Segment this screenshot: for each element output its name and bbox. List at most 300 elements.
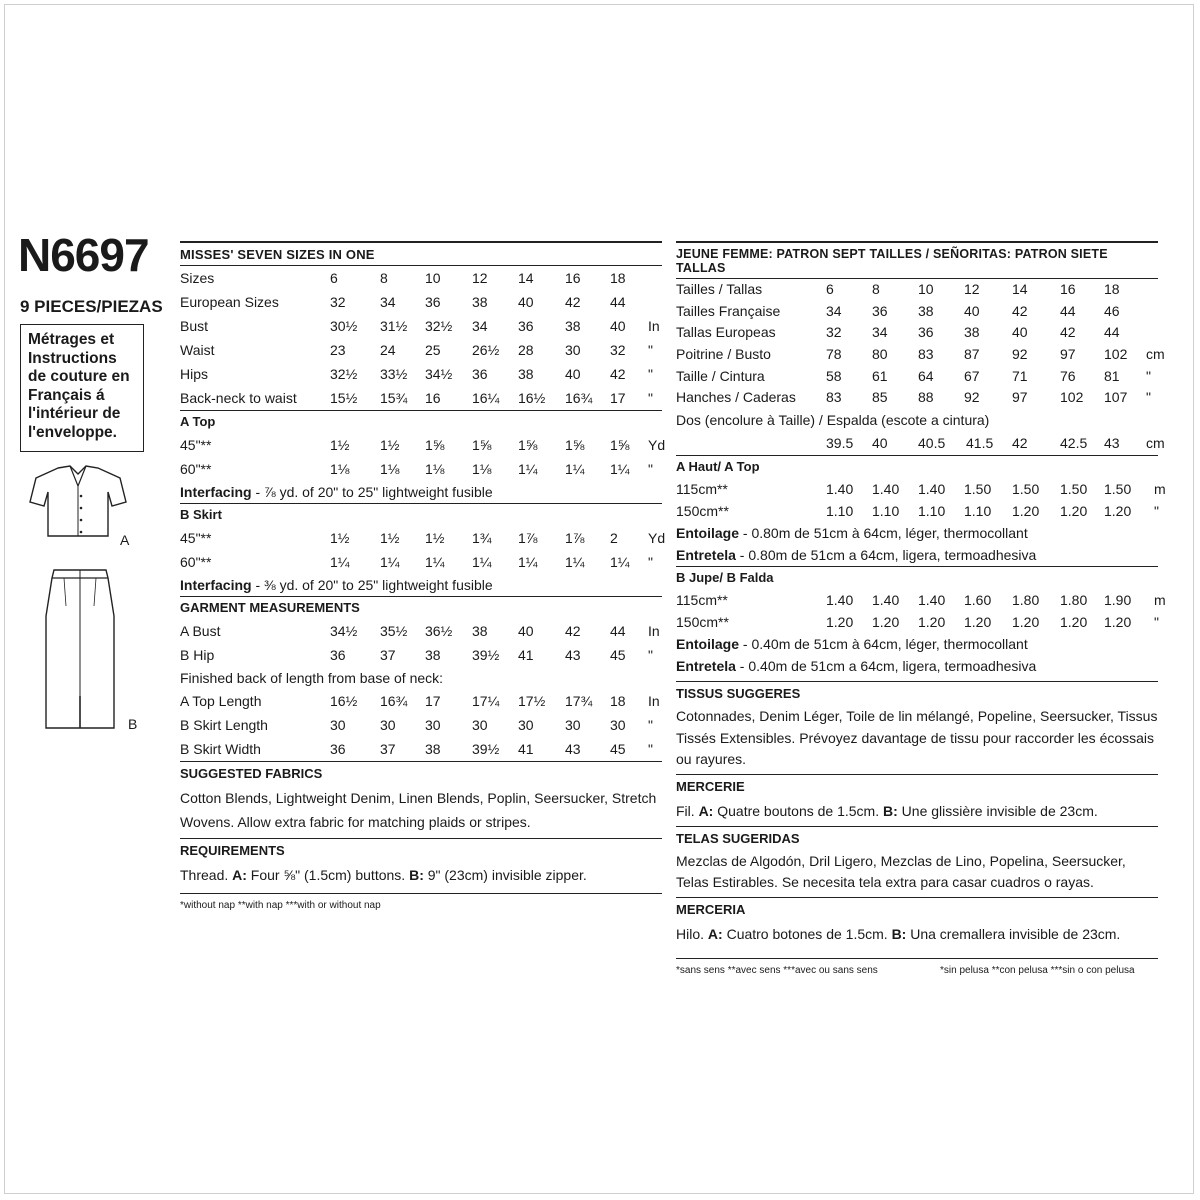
cell-value: 1⅝ xyxy=(565,437,585,453)
dos-row xyxy=(676,431,1165,455)
table-row xyxy=(180,338,662,362)
cell-value: 30 xyxy=(380,717,396,733)
cell-value: 16¾ xyxy=(380,693,408,709)
row-label: 115cm** xyxy=(676,592,728,609)
cell-value: 1⅝ xyxy=(425,437,445,453)
cell-value: 42.5 xyxy=(1060,435,1088,452)
cell-value: 1.10 xyxy=(826,503,854,520)
unit-label: " xyxy=(648,647,653,663)
cell-value: 16 xyxy=(565,270,581,286)
table-row xyxy=(180,314,662,338)
cell-value: 76 xyxy=(1060,367,1076,384)
cell-value: 38 xyxy=(425,741,441,757)
french-instructions-note: Métrages et Instructions de couture en Français á l'intérieur de l'enveloppe. xyxy=(20,324,144,452)
cell-value: 44 xyxy=(610,623,626,639)
cell-value: 1.20 xyxy=(1104,503,1132,520)
cell-value: 36 xyxy=(472,366,488,382)
cell-value: 42 xyxy=(1012,435,1028,452)
cell-value: 42 xyxy=(565,294,581,310)
intl-footnote: *sans sens **avec sens ***avec ou sans sens *sin pelusa **con pelusa ***sin o con pelusa xyxy=(676,958,1158,979)
cell-value: 16½ xyxy=(330,693,358,709)
cell-value: 30 xyxy=(565,717,581,733)
pattern-code: N6697 xyxy=(18,229,149,281)
table-row xyxy=(180,457,662,481)
dos-label: Dos (encolure à Taille) / Espalda (escote a cintura) xyxy=(676,412,990,429)
table-row xyxy=(676,611,1158,633)
row-label: A Top Length xyxy=(180,693,262,709)
cell-value: 1¼ xyxy=(330,554,350,570)
cell-value: 36 xyxy=(425,294,441,310)
cell-value: 18 xyxy=(610,270,626,286)
cell-value: 38 xyxy=(472,623,488,639)
b-jupe-entoilage: Entoilage - 0.40m de 51cm à 64cm, léger, thermocollant xyxy=(676,636,1028,653)
cell-value: 42 xyxy=(1012,302,1028,319)
cell-value: 92 xyxy=(964,389,980,406)
cell-value: 1¼ xyxy=(610,461,630,477)
unit-label: " xyxy=(1146,389,1151,406)
cell-value: 88 xyxy=(918,389,934,406)
unit-label: " xyxy=(648,741,653,757)
unit-label: Yd xyxy=(648,530,666,546)
b-skirt-yardage-table xyxy=(180,526,666,574)
table-row xyxy=(676,431,1165,455)
unit-label: In xyxy=(648,318,660,334)
table-row xyxy=(180,737,662,761)
mercerie-title: MERCERIE xyxy=(676,774,1158,799)
cell-value: 87 xyxy=(964,346,980,363)
cell-value: 1.50 xyxy=(1012,481,1040,498)
cell-value: 40 xyxy=(518,294,534,310)
cell-value: 1½ xyxy=(330,437,350,453)
cell-value: 1¾ xyxy=(472,530,492,546)
suggested-fabrics-title: SUGGESTED FABRICS xyxy=(180,761,662,786)
b-skirt-interfacing: Interfacing - ⅜ yd. of 20" to 25" lightweight fusible xyxy=(180,577,493,593)
cell-value: 18 xyxy=(1104,281,1120,297)
finished-length-table xyxy=(180,689,662,761)
cell-value: 1.80 xyxy=(1012,592,1040,609)
row-label: 60"** xyxy=(180,554,212,570)
cell-value: 1.40 xyxy=(826,481,854,498)
intl-section xyxy=(676,241,1166,979)
unit-label: " xyxy=(1154,503,1159,520)
cell-value: 41 xyxy=(518,647,534,663)
cell-value: 1.60 xyxy=(964,592,992,609)
skirt-sketch xyxy=(40,566,120,736)
row-label: 45"** xyxy=(180,437,212,453)
table-row xyxy=(676,279,1158,301)
cell-value: 46 xyxy=(1104,302,1120,319)
row-label: B Hip xyxy=(180,647,215,663)
cell-value: 8 xyxy=(380,270,388,286)
cell-value: 16½ xyxy=(518,390,546,406)
mercerie-text: Fil. A: Quatre boutons de 1.5cm. B: Une glissière invisible de 23cm. xyxy=(676,802,1098,819)
cell-value: 32 xyxy=(826,324,842,341)
cell-value: 40 xyxy=(610,318,626,334)
row-label: 45"** xyxy=(180,530,212,546)
unit-label: " xyxy=(648,366,653,382)
cell-value: 41 xyxy=(518,741,534,757)
cell-value: 1¼ xyxy=(380,554,400,570)
cell-value: 14 xyxy=(1012,281,1028,297)
cell-value: 36 xyxy=(518,318,534,334)
cell-value: 10 xyxy=(918,281,934,297)
cell-value: 39½ xyxy=(472,647,500,663)
unit-label: In xyxy=(648,693,660,709)
cell-value: 97 xyxy=(1060,346,1076,363)
table-row xyxy=(180,526,666,550)
unit-label: cm xyxy=(1146,346,1165,363)
row-label: Waist xyxy=(180,342,215,358)
table-row xyxy=(180,386,662,410)
cell-value: 1.20 xyxy=(872,614,900,631)
cell-value: 32 xyxy=(330,294,346,310)
a-top-entretela: Entretela - 0.80m de 51cm a 64cm, ligera, termoadhesiva xyxy=(676,547,1037,564)
cell-value: 17 xyxy=(610,390,626,406)
a-top-title: A Top xyxy=(180,410,662,433)
cell-value: 1½ xyxy=(380,437,400,453)
cell-value: 1.10 xyxy=(918,503,946,520)
cell-value: 8 xyxy=(872,281,880,297)
cell-value: 41.5 xyxy=(966,435,994,452)
table-row xyxy=(180,619,662,643)
cell-value: 44 xyxy=(1060,302,1076,319)
cell-value: 1⅛ xyxy=(425,461,445,477)
cell-value: 1.50 xyxy=(1060,481,1088,498)
cell-value: 1.90 xyxy=(1104,592,1132,609)
cell-value: 34½ xyxy=(330,623,358,639)
row-label: Tailles / Tallas xyxy=(676,281,763,297)
row-label: European Sizes xyxy=(180,294,279,310)
view-b-label: B xyxy=(128,716,138,732)
garment-measurements-title: GARMENT MEASUREMENTS xyxy=(180,596,662,619)
unit-label: " xyxy=(648,717,653,733)
unit-label: Yd xyxy=(648,437,666,453)
english-footnote: *without nap **with nap ***with or without nap xyxy=(180,893,662,914)
unit-label: " xyxy=(1154,614,1159,631)
cell-value: 36 xyxy=(918,324,934,341)
table-row xyxy=(180,290,662,314)
cell-value: 42 xyxy=(1060,324,1076,341)
b-falda-entretela: Entretela - 0.40m de 51cm a 64cm, ligera, termoadhesiva xyxy=(676,658,1037,675)
cell-value: 83 xyxy=(918,346,934,363)
cell-value: 12 xyxy=(472,270,488,286)
b-jupe-metrage-table xyxy=(676,589,1166,633)
cell-value: 45 xyxy=(610,741,626,757)
cell-value: 1¼ xyxy=(565,554,585,570)
cell-value: 12 xyxy=(964,281,980,297)
cell-value: 1.20 xyxy=(1012,503,1040,520)
cell-value: 36½ xyxy=(425,623,453,639)
cell-value: 34 xyxy=(826,302,842,319)
cell-value: 1⅝ xyxy=(472,437,492,453)
unit-label: m xyxy=(1154,481,1166,498)
cell-value: 1.40 xyxy=(826,592,854,609)
cell-value: 17 xyxy=(425,693,441,709)
cell-value: 43 xyxy=(1104,435,1120,452)
table-row xyxy=(676,478,1166,500)
cell-value: 1.40 xyxy=(918,592,946,609)
cell-value: 40 xyxy=(964,302,980,319)
table-row xyxy=(180,362,662,386)
cell-value: 83 xyxy=(826,389,842,406)
cell-value: 34 xyxy=(472,318,488,334)
english-sizes-table xyxy=(180,266,662,410)
english-title: MISSES' SEVEN SIZES IN ONE xyxy=(180,241,662,266)
cell-value: 17½ xyxy=(518,693,546,709)
cell-value: 30 xyxy=(518,717,534,733)
row-label: B Skirt Width xyxy=(180,741,261,757)
cell-value: 38 xyxy=(472,294,488,310)
cell-value: 1½ xyxy=(425,530,445,546)
cell-value: 1¼ xyxy=(565,461,585,477)
telas-text: Mezclas de Algodón, Dril Ligero, Mezclas de Lino, Popelina, Seersucker, Telas Estirables. Se necesita tela extra para casar cuadros o rayas. xyxy=(676,852,1126,891)
cell-value: 32½ xyxy=(425,318,453,334)
cell-value: 1.20 xyxy=(964,614,992,631)
row-label: 115cm** xyxy=(676,481,728,498)
unit-label: " xyxy=(1146,367,1151,384)
table-row xyxy=(676,301,1158,323)
cell-value: 36 xyxy=(330,741,346,757)
english-section xyxy=(180,241,666,914)
cell-value: 1.10 xyxy=(872,503,900,520)
tissus-title: TISSUS SUGGERES xyxy=(676,681,1158,706)
cell-value: 58 xyxy=(826,367,842,384)
view-a-label: A xyxy=(120,532,130,548)
cell-value: 42 xyxy=(565,623,581,639)
cell-value: 16 xyxy=(1060,281,1076,297)
cell-value: 28 xyxy=(518,342,534,358)
cell-value: 37 xyxy=(380,741,396,757)
cell-value: 1.20 xyxy=(1012,614,1040,631)
unit-label: " xyxy=(648,342,653,358)
cell-value: 34½ xyxy=(425,366,453,382)
cell-value: 85 xyxy=(872,389,888,406)
cell-value: 40.5 xyxy=(918,435,946,452)
cell-value: 34 xyxy=(872,324,888,341)
a-haut-entoilage: Entoilage - 0.80m de 51cm à 64cm, léger, thermocollant xyxy=(676,525,1028,542)
top-sketch xyxy=(28,462,128,540)
row-label: A Bust xyxy=(180,623,221,639)
cell-value: 1⅝ xyxy=(518,437,538,453)
cell-value: 15½ xyxy=(330,390,358,406)
cell-value: 30 xyxy=(610,717,626,733)
cell-value: 1.20 xyxy=(918,614,946,631)
b-jupe-title: B Jupe/ B Falda xyxy=(676,566,1158,589)
cell-value: 1⅛ xyxy=(330,461,350,477)
cell-value: 38 xyxy=(518,366,534,382)
cell-value: 1.20 xyxy=(1060,503,1088,520)
cell-value: 1.40 xyxy=(872,481,900,498)
row-label: Tailles Française xyxy=(676,302,781,319)
table-row xyxy=(676,589,1166,611)
cell-value: 1⅞ xyxy=(565,530,585,546)
cell-value: 17¼ xyxy=(472,693,500,709)
finished-length-note: Finished back of length from base of neck: xyxy=(180,670,444,686)
row-label: Sizes xyxy=(180,270,215,286)
requirements-title: REQUIREMENTS xyxy=(180,838,662,863)
cell-value: 38 xyxy=(918,302,934,319)
row-label: Taille / Cintura xyxy=(676,367,765,384)
cell-value: 36 xyxy=(872,302,888,319)
cell-value: 15¾ xyxy=(380,390,408,406)
cell-value: 61 xyxy=(872,367,888,384)
cell-value: 1.20 xyxy=(826,614,854,631)
table-row xyxy=(676,344,1165,366)
unit-label: m xyxy=(1154,592,1166,609)
cell-value: 24 xyxy=(380,342,396,358)
a-top-interfacing: Interfacing - ⅞ yd. of 20" to 25" lightweight fusible xyxy=(180,484,493,500)
cell-value: 30 xyxy=(330,717,346,733)
row-label: Poitrine / Busto xyxy=(676,346,771,363)
unit-label: " xyxy=(648,554,653,570)
cell-value: 44 xyxy=(1104,324,1120,341)
cell-value: 32½ xyxy=(330,366,358,382)
requirements-text: Thread. A: Four ⅝" (1.5cm) buttons. B: 9" (23cm) invisible zipper. xyxy=(180,867,587,883)
row-label: 150cm** xyxy=(676,503,729,520)
row-label: B Skirt Length xyxy=(180,717,268,733)
cell-value: 40 xyxy=(1012,324,1028,341)
cell-value: 25 xyxy=(425,342,441,358)
row-label: Back-neck to waist xyxy=(180,390,297,406)
table-row xyxy=(676,387,1158,409)
cell-value: 78 xyxy=(826,346,842,363)
table-row xyxy=(676,366,1158,388)
cell-value: 44 xyxy=(610,294,626,310)
cell-value: 30 xyxy=(565,342,581,358)
table-row xyxy=(676,500,1158,522)
merceria-text: Hilo. A: Cuatro botones de 1.5cm. B: Una cremallera invisible de 23cm. xyxy=(676,925,1121,942)
cell-value: 40 xyxy=(872,435,888,452)
table-row xyxy=(180,689,662,713)
a-top-yardage-table xyxy=(180,433,666,481)
unit-label: " xyxy=(648,390,653,406)
cell-value: 107 xyxy=(1104,389,1128,406)
cell-value: 92 xyxy=(1012,346,1028,363)
unit-label: cm xyxy=(1146,435,1165,452)
cell-value: 64 xyxy=(918,367,934,384)
cell-value: 81 xyxy=(1104,367,1120,384)
table-row xyxy=(180,266,662,290)
cell-value: 45 xyxy=(610,647,626,663)
cell-value: 102 xyxy=(1104,346,1128,363)
table-row xyxy=(180,643,662,667)
table-row xyxy=(676,322,1158,344)
cell-value: 32 xyxy=(610,342,626,358)
row-label: Hanches / Caderas xyxy=(676,389,796,406)
cell-value: 97 xyxy=(1012,389,1028,406)
intl-title: JEUNE FEMME: PATRON SEPT TAILLES / SEÑORITAS: PATRON SIETE TALLAS xyxy=(676,241,1158,279)
cell-value: 16¾ xyxy=(565,390,593,406)
cell-value: 1.80 xyxy=(1060,592,1088,609)
cell-value: 33½ xyxy=(380,366,408,382)
cell-value: 71 xyxy=(1012,367,1028,384)
cell-value: 31½ xyxy=(380,318,408,334)
cell-value: 1.10 xyxy=(964,503,992,520)
cell-value: 1¼ xyxy=(472,554,492,570)
row-label: Hips xyxy=(180,366,209,382)
cell-value: 10 xyxy=(425,270,441,286)
a-haut-title: A Haut/ A Top xyxy=(676,455,1158,478)
cell-value: 38 xyxy=(565,318,581,334)
telas-title: TELAS SUGERIDAS xyxy=(676,826,1158,851)
cell-value: 30 xyxy=(472,717,488,733)
cell-value: 30½ xyxy=(330,318,358,334)
cell-value: 1¼ xyxy=(518,461,538,477)
unit-label: In xyxy=(648,623,660,639)
cell-value: 1.40 xyxy=(872,592,900,609)
cell-value: 1.50 xyxy=(964,481,992,498)
cell-value: 102 xyxy=(1060,389,1084,406)
suggested-fabrics-text: Cotton Blends, Lightweight Denim, Linen Blends, Poplin, Seersucker, Stretch Wovens. Allow extra fabric for matching plaids or stripes. xyxy=(180,790,657,830)
cell-value: 1.20 xyxy=(1104,614,1132,631)
cell-value: 37 xyxy=(380,647,396,663)
row-label: 150cm** xyxy=(676,614,729,631)
cell-value: 1.20 xyxy=(1060,614,1088,631)
tissus-text: Cotonnades, Denim Léger, Toile de lin mélangé, Popeline, Seersucker, Tissus Tissés Extensibles. Prévoyez davantage de tissu pour raccorder les écossais ou rayures. xyxy=(676,708,1158,768)
cell-value: 38 xyxy=(425,647,441,663)
cell-value: 1.40 xyxy=(918,481,946,498)
merceria-title: MERCERIA xyxy=(676,897,1158,922)
cell-value: 23 xyxy=(330,342,346,358)
cell-value: 17¾ xyxy=(565,693,593,709)
cell-value: 1.50 xyxy=(1104,481,1132,498)
row-label: 60"** xyxy=(180,461,212,477)
cell-value: 26½ xyxy=(472,342,500,358)
cell-value: 14 xyxy=(518,270,534,286)
cell-value: 35½ xyxy=(380,623,408,639)
cell-value: 6 xyxy=(330,270,338,286)
cell-value: 40 xyxy=(565,366,581,382)
cell-value: 1⅞ xyxy=(518,530,538,546)
cell-value: 39½ xyxy=(472,741,500,757)
b-skirt-title: B Skirt xyxy=(180,503,662,526)
intl-sizes-table xyxy=(676,279,1165,409)
cell-value: 1⅛ xyxy=(380,461,400,477)
cell-value: 2 xyxy=(610,530,618,546)
cell-value: 43 xyxy=(565,741,581,757)
cell-value: 16 xyxy=(425,390,441,406)
row-label: Bust xyxy=(180,318,209,334)
a-haut-metrage-table xyxy=(676,478,1166,522)
cell-value: 6 xyxy=(826,281,834,297)
table-row xyxy=(180,713,662,737)
cell-value: 1⅝ xyxy=(610,437,630,453)
cell-value: 18 xyxy=(610,693,626,709)
cell-value: 42 xyxy=(610,366,626,382)
garment-measurements-table xyxy=(180,619,662,667)
cell-value: 67 xyxy=(964,367,980,384)
table-row xyxy=(180,550,662,574)
pieces-count: 9 PIECES/PIEZAS xyxy=(20,297,163,316)
cell-value: 1⅛ xyxy=(472,461,492,477)
table-row xyxy=(180,433,666,457)
cell-value: 34 xyxy=(380,294,396,310)
cell-value: 80 xyxy=(872,346,888,363)
unit-label: " xyxy=(648,461,653,477)
cell-value: 1½ xyxy=(380,530,400,546)
cell-value: 43 xyxy=(565,647,581,663)
cell-value: 40 xyxy=(518,623,534,639)
cell-value: 39.5 xyxy=(826,435,854,452)
cell-value: 1¼ xyxy=(610,554,630,570)
cell-value: 30 xyxy=(425,717,441,733)
cell-value: 1½ xyxy=(330,530,350,546)
cell-value: 1¼ xyxy=(518,554,538,570)
cell-value: 36 xyxy=(330,647,346,663)
cell-value: 16¼ xyxy=(472,390,500,406)
cell-value: 38 xyxy=(964,324,980,341)
row-label: Tallas Europeas xyxy=(676,324,776,341)
